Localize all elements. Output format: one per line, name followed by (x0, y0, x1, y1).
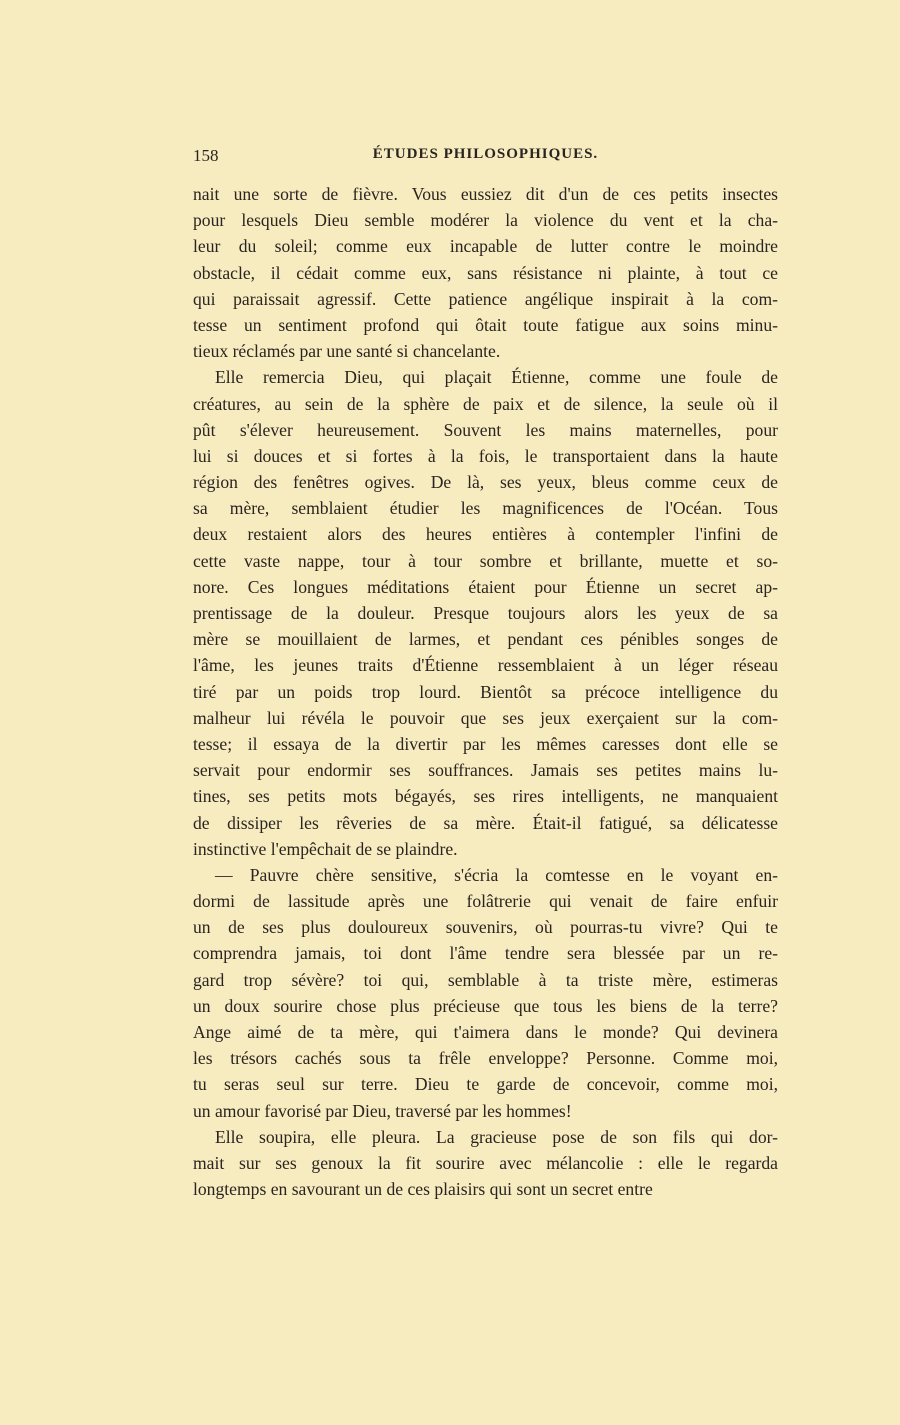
text-line: pour lesquels Dieu semble modérer la violence du vent et la cha- (193, 210, 778, 231)
text-line: Elle soupira, elle pleura. La gracieuse pose de son fils qui dor- (215, 1126, 778, 1147)
text-line: comprendra jamais, toi dont l'âme tendre sera blessée par un re- (193, 943, 778, 964)
running-header (193, 146, 778, 172)
text-line: mère se mouillaient de larmes, et pendant ces pénibles songes de (193, 629, 778, 650)
text-line: région des fenêtres ogives. De là, ses yeux, bleus comme ceux de (193, 472, 778, 493)
text-line: tiré par un poids trop lourd. Bientôt sa précoce intelligence du (193, 681, 778, 702)
text-line: l'âme, les jeunes traits d'Étienne ressemblaient à un léger réseau (193, 655, 778, 676)
text-line: Ange aimé de ta mère, qui t'aimera dans le monde? Qui devinera (193, 1022, 778, 1042)
text-line: instinctive l'empêchait de se plaindre. (193, 838, 458, 859)
text-line: prentissage de la douleur. Presque toujours alors les yeux de sa (193, 603, 778, 623)
text-line: tesse un sentiment profond qui ôtait toute fatigue aux soins minu- (193, 314, 778, 335)
text-line: un de ses plus douloureux souvenirs, où pourras-tu vivre? Qui te (193, 917, 778, 938)
text-line: tines, ses petits mots bégayés, ses rires intelligents, ne manquaient (193, 786, 778, 807)
text-line: mait sur ses genoux la fit sourire avec mélancolie : elle le regarda (193, 1152, 778, 1173)
text-line: sa mère, semblaient étudier les magnificences de l'Océan. Tous (193, 498, 778, 519)
text-line: de dissiper les rêveries de sa mère. Était-il fatigué, sa délicatesse (193, 812, 778, 833)
text-line: leur du soleil; comme eux incapable de lutter contre le moindre (193, 236, 778, 257)
text-line: obstacle, il cédait comme eux, sans résistance ni plainte, à tout ce (193, 262, 778, 283)
text-line: un doux sourire chose plus précieuse que tous les biens de la terre? (193, 995, 778, 1016)
text-line: Elle remercia Dieu, qui plaçait Étienne, comme une foule de (215, 367, 778, 388)
text-line: longtemps en savourant un de ces plaisirs qui sont un secret entre (193, 1179, 653, 1200)
text-line: créatures, au sein de la sphère de paix et de silence, la seule où il (193, 393, 778, 414)
page-number: 158 (193, 146, 219, 165)
text-line: nait une sorte de fièvre. Vous eussiez dit d'un de ces petits insectes (193, 184, 778, 204)
text-line: nore. Ces longues méditations étaient pour Étienne un secret ap- (193, 576, 778, 597)
text-line: cette vaste nappe, tour à tour sombre et brillante, muette et so- (193, 550, 778, 571)
text-line: un amour favorisé par Dieu, traversé par les hommes! (193, 1100, 572, 1121)
text-line: gard trop sévère? toi qui, semblable à ta triste mère, estimeras (193, 969, 778, 990)
text-line: les trésors cachés sous ta frêle enveloppe? Personne. Comme moi, (193, 1048, 778, 1069)
text-line: tieux réclamés par une santé si chancelante. (193, 341, 501, 362)
text-line: — Pauvre chère sensitive, s'écria la comtesse en le voyant en- (215, 864, 778, 885)
text-line: dormi de lassitude après une folâtrerie qui venait de faire enfuir (193, 891, 778, 912)
text-line: deux restaient alors des heures entières à contempler l'infini de (193, 524, 778, 545)
body-text (193, 181, 778, 1202)
running-title: ÉTUDES PHILOSOPHIQUES. (372, 146, 599, 162)
text-line: tesse; il essaya de la divertir par les mêmes caresses dont elle se (193, 733, 778, 754)
text-line: pût s'élever heureusement. Souvent les mains maternelles, pour (193, 419, 778, 440)
text-line: servait pour endormir ses souffrances. Jamais ses petites mains lu- (193, 760, 778, 781)
text-line: lui si douces et si fortes à la fois, le transportaient dans la haute (193, 445, 778, 466)
text-line: tu seras seul sur terre. Dieu te garde de concevoir, comme moi, (193, 1074, 778, 1095)
text-line: qui paraissait agressif. Cette patience angélique inspirait à la com- (193, 288, 778, 309)
text-line: malheur lui révéla le pouvoir que ses jeux exerçaient sur la com- (193, 707, 778, 728)
